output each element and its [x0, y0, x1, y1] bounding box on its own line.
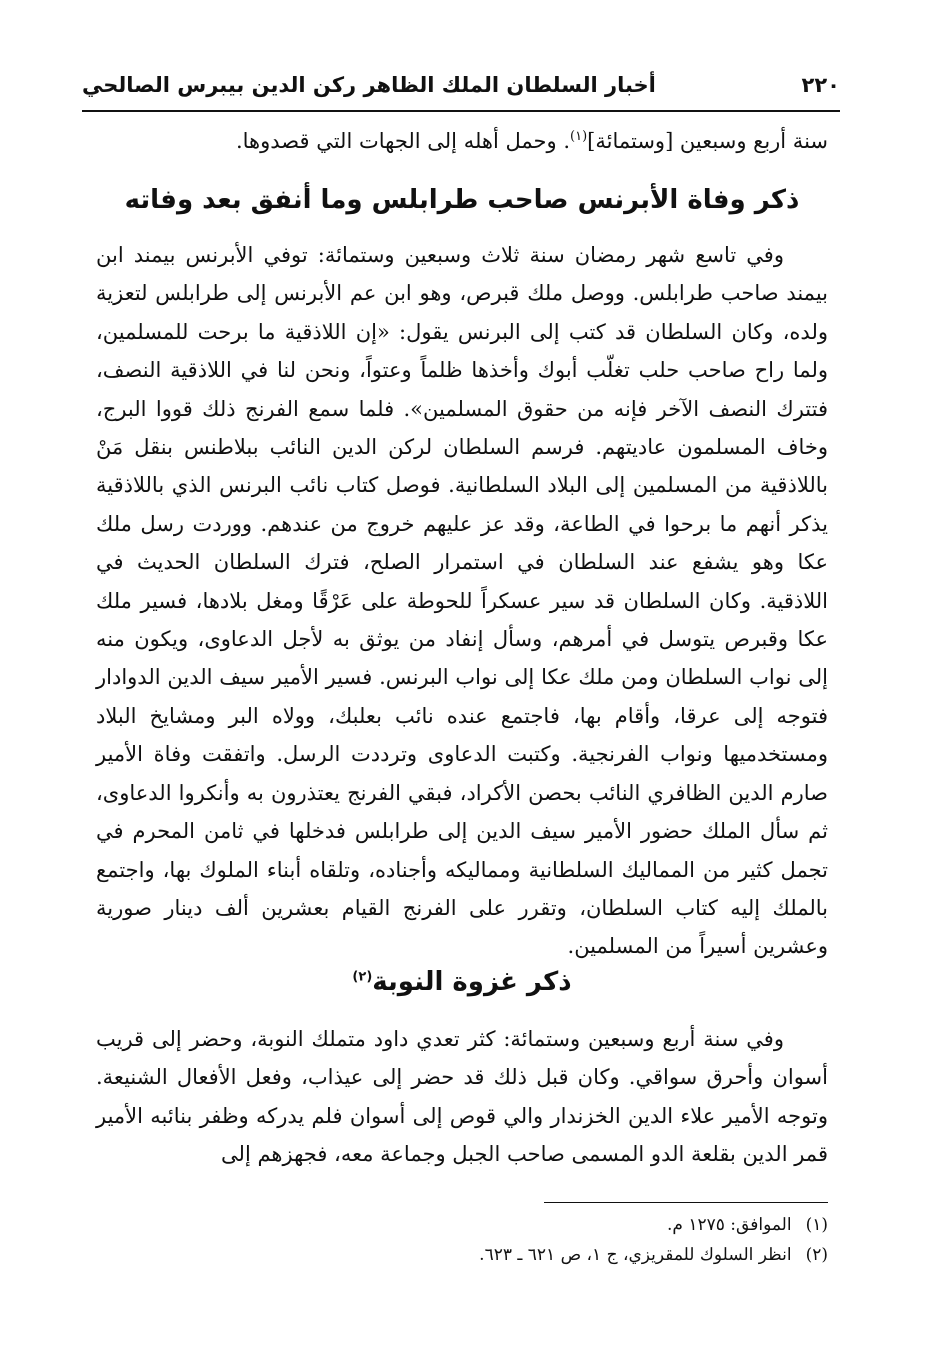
footnote-1	[300, 1210, 828, 1240]
footnote-ref-2: (٢)	[352, 969, 373, 985]
section-heading-2	[96, 962, 828, 1002]
footnote-number: (١)	[805, 1215, 828, 1235]
intro-text-b: . وحمل أهله إلى الجهات التي قصدوها.	[235, 129, 571, 153]
footnote-text: الموافق: ١٢٧٥ م.	[667, 1215, 792, 1235]
section-heading-2-text: ذكر غزوة النوبة	[372, 967, 572, 997]
page-number: ٢٢٠	[801, 73, 840, 97]
footnote-number: (٢)	[805, 1245, 828, 1265]
intro-text-a: سنة أربع وسبعين [وستمائة]	[587, 129, 828, 153]
section-heading-1: ذكر وفاة الأبرنس صاحب طرابلس وما أنفق بعد وفاته	[124, 185, 800, 215]
footnote-rule	[544, 1202, 828, 1203]
running-header	[82, 60, 840, 110]
running-title: أخبار السلطان الملك الظاهر ركن الدين بيبرس الصالحي	[82, 73, 656, 97]
footnote-text: انظر السلوك للمقريزي، ج ١، ص ٦٢١ ـ ٦٢٣.	[479, 1245, 792, 1265]
footnote-2	[300, 1240, 828, 1270]
header-rule	[82, 110, 840, 112]
section-2-body	[96, 1020, 828, 1174]
section-2-paragraph: وفي سنة أربع وسبعين وستمائة: كثر تعدي داود متملك النوبة، وحضر إلى قريب أسوان وأحرق سواقي. وكان قبل ذلك قد حضر إلى عيذاب، وفعل الأفعال الشنيعة. وتوجه الأمير علاء الدين الخزندار والي قوص إلى أسوان فلم يدركه وظفر بنائبه الأمير قمر الدين بقلعة الدو المسمى صاحب الجبل وجماعة معه، فجهزهم إلى	[96, 1027, 828, 1167]
intro-line	[96, 122, 828, 160]
section-1-body	[96, 236, 828, 966]
footnote-ref-1: (١)	[570, 129, 588, 144]
footnotes	[300, 1210, 828, 1270]
section-1-paragraph: وفي تاسع شهر رمضان سنة ثلاث وسبعين وستمائة: توفي الأبرنس بيمند ابن بيمند صاحب طرابلس. ووصل ملك قبرص، وهو ابن عم الأبرنس إلى طرابلس لتعزية ولده، وكان السلطان قد كتب إلى البرنس يقول: «إن اللاذقية ما برحت للمسلمين، ولما راح صاحب حلب تغلّب أبوك وأخذها ظلماً وعتواً، ونحن لنا في اللاذقية النصف، فتترك النصف الآخر فإنه من حقوق المسلمين». فلما سمع الفرنج ذلك قووا البرج، وخاف المسلمون عاديتهم. فرسم السلطان لركن الدين النائب ببلاطنس بنقل مَنْ باللاذقية من المسلمين إلى البلاد السلطانية. فوصل كتاب نائب البرنس الذي باللاذقية يذكر أنهم ما برحوا في الطاعة، وقد عز عليهم خروج من عندهم. ووردت رسل ملك عكا وهو يشفع عند السلطان في استمرار الصلح، فترك السلطان الحديث في اللاذقية. وكان السلطان قد سير عسكراً للحوطة على عَرْقًا ومغل بلادها، فسير ملك عكا وقبرص يتوسل في أمرهم، وسأل إنفاد من يوثق به لأجل الدعاوى، ويكون منه إلى نواب السلطان ومن ملك عكا إلى نواب البرنس. فسير الأمير سيف الدين الدوادار فتوجه إلى عرقا، وأقام بها، فاجتمع عنده نائب بعلبك، وولاه البر ومشايخ البلاد ومستخدميها ونواب الفرنجية. وكتبت الدعاوى وترددت الرسل. واتفقت وفاة الأمير صارم الدين الظافري النائب بحصن الأكراد، فبقي الفرنج يعتذرون به وأنكروا الدعاوى، ثم سأل الملك حضور الأمير سيف الدين إلى طرابلس فدخلها في ثامن المحرم في تجمل كثير من المماليك السلطانية ومماليكه وأجناده، وتلقاه أبناء الملوك بها، واجتمع بالملك إليه كتاب السلطان، وتقرر على الفرنج القيام بعشرين ألف دينار صورية وعشرين أسيراً من المسلمين.	[96, 243, 828, 959]
